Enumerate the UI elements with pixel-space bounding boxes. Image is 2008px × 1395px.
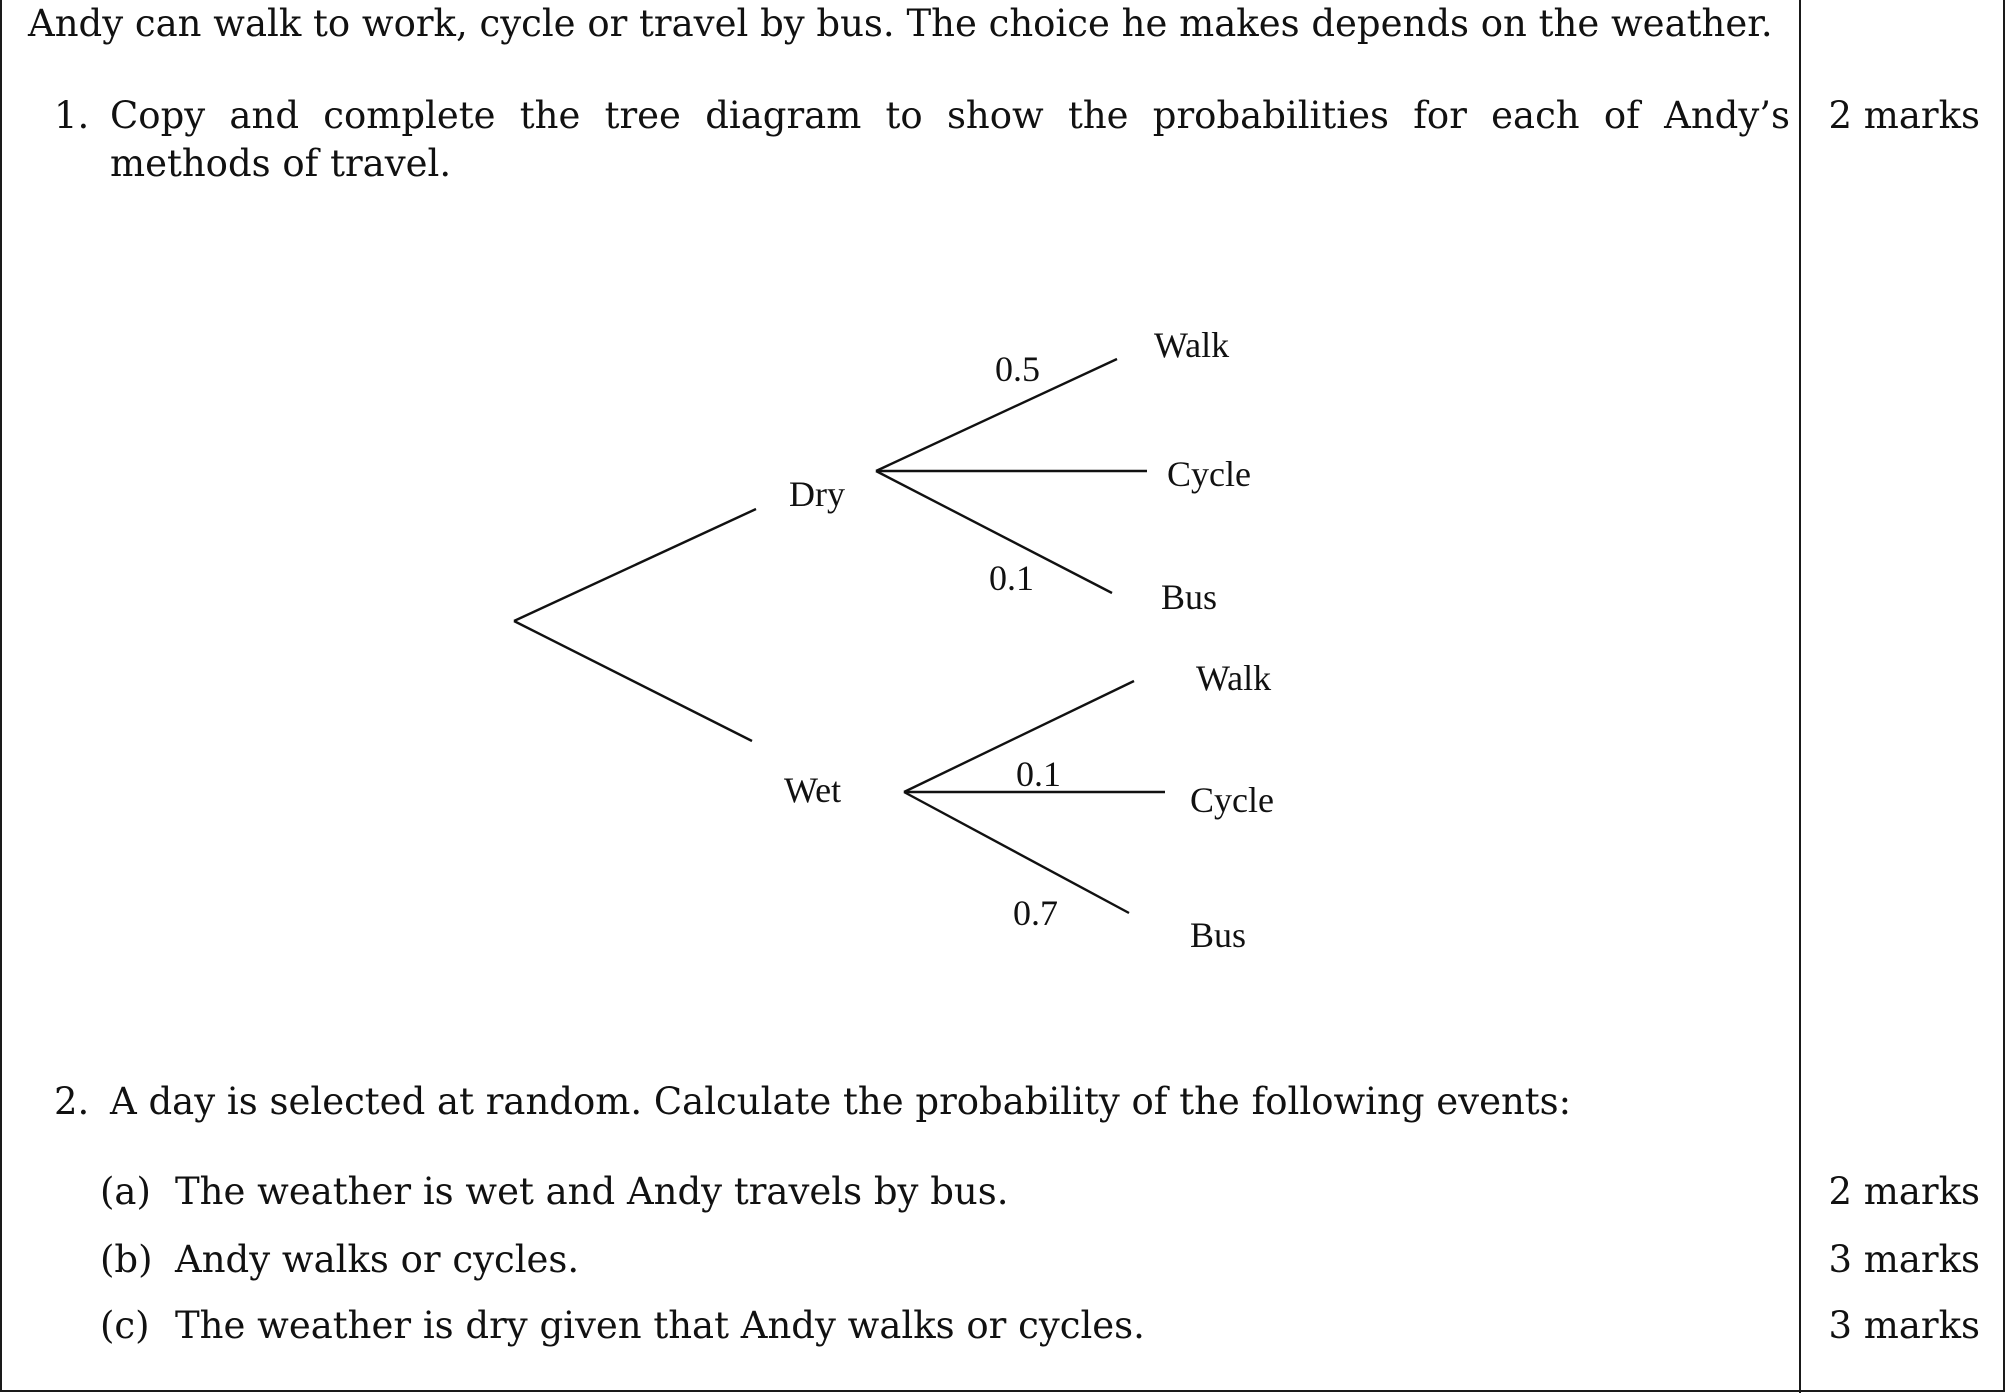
prob-dry-walk: 0.5 [995,349,1040,389]
leaf-dry-bus-label: Bus [1161,577,1218,617]
part-a-text: The weather is wet and Andy travels by bus. [175,1170,1009,1213]
part-b-label: (b) [100,1238,153,1281]
branch-root-wet [514,621,752,741]
part-a-marks: 2 marks [1828,1170,1980,1213]
branch-root-dry [514,509,756,621]
prob-wet-bus: 0.7 [1013,893,1058,933]
question-2-text: A day is selected at random. Calculate the probability of the following events: [110,1080,1572,1123]
node-wet-label: Wet [784,770,842,810]
question-1-marks: 2 marks [1828,94,1980,137]
leaf-wet-cycle-label: Cycle [1190,780,1274,820]
leaf-dry-cycle-label: Cycle [1167,454,1251,494]
part-c-text: The weather is dry given that Andy walks or cycles. [175,1304,1145,1347]
leaf-wet-bus-label: Bus [1190,915,1247,955]
leaf-dry-walk-label: Walk [1154,325,1230,365]
part-c-marks: 3 marks [1828,1304,1980,1347]
intro-text: Andy can walk to work, cycle or travel by bus. The choice he makes depends on the weather. [28,2,1773,45]
part-b-marks: 3 marks [1828,1238,1980,1281]
question-1-text: Copy and complete the tree diagram to show the probabilities for each of Andy’s methods of travel. [110,94,1790,185]
part-b-text: Andy walks or cycles. [175,1238,580,1281]
part-c-label: (c) [100,1304,150,1347]
prob-dry-bus: 0.1 [989,558,1034,598]
question-1-number: 1. [54,94,90,137]
leaf-wet-walk-label: Walk [1196,658,1272,698]
node-dry-label: Dry [789,474,845,514]
part-a-label: (a) [100,1170,151,1213]
prob-wet-cycle: 0.1 [1016,754,1061,794]
question-2-number: 2. [54,1080,90,1123]
